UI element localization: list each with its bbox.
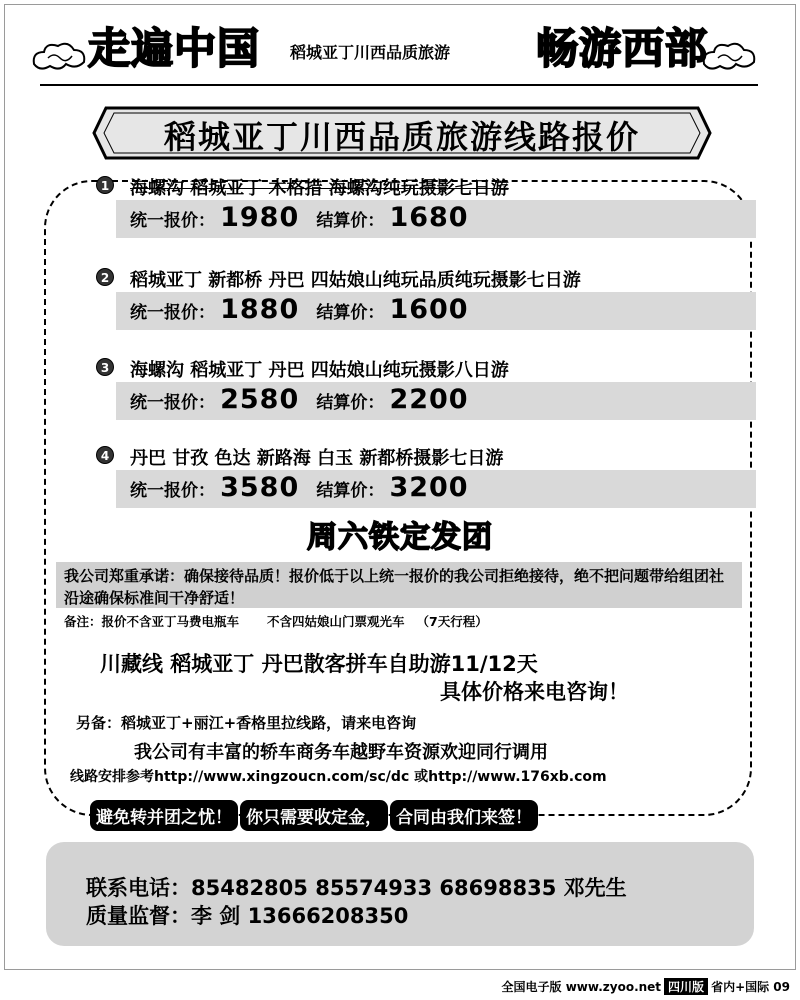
- slogan-bar: [90, 800, 540, 831]
- price-row: [130, 294, 469, 325]
- price-row: [130, 384, 469, 415]
- price-label: 统一报价：: [130, 211, 215, 231]
- header-subtitle: 稻城亚丁川西品质旅游: [290, 43, 451, 62]
- route-title: 海螺沟 稻城亚丁 木格措 海螺沟纯玩摄影七日游: [130, 178, 509, 199]
- settle-label: 结算价：: [316, 211, 385, 231]
- header-left-title: 走遍中国: [88, 24, 261, 73]
- unified-price: 2580: [220, 384, 300, 415]
- page-footer: [502, 978, 790, 995]
- price-label: 统一报价：: [130, 481, 215, 501]
- price-row: [130, 202, 469, 233]
- cloud-ornament-left-icon: [30, 38, 90, 74]
- route-number-badge: 4: [96, 446, 114, 464]
- header-divider: [40, 84, 758, 86]
- note-part-2: 不含四姑娘山门票观光车: [267, 614, 405, 629]
- route-title: 稻城亚丁 新都桥 丹巴 四姑娘山纯玩品质纯玩摄影七日游: [130, 270, 581, 291]
- price-banner: [92, 104, 712, 162]
- route-number-badge: 3: [96, 358, 114, 376]
- settle-price: 3200: [389, 472, 469, 503]
- unified-price: 3580: [220, 472, 300, 503]
- route-number-badge: 2: [96, 268, 114, 286]
- reference-urls: 线路安排参考http://www.xingzoucn.com/sc/dc 或http://www.176xb.com: [70, 769, 607, 785]
- cloud-ornament-right-icon: [700, 38, 760, 74]
- slogan-part-2: 你只需要收定金，: [240, 800, 388, 831]
- price-note: [64, 612, 488, 630]
- slogan-part-3: 合同由我们来签！: [390, 800, 538, 831]
- price-inquiry-line: 具体价格来电咨询！: [440, 680, 629, 704]
- quality-supervision: 质量监督：李 剑 13666208350: [86, 904, 409, 928]
- vehicle-resources: 我公司有丰富的轿车商务车越野车资源欢迎同行调用: [134, 742, 548, 763]
- sichuan-tibet-line: 川藏线 稻城亚丁 丹巴散客拼车自助游11/12天: [100, 652, 538, 676]
- header-right-title: 畅游西部: [536, 24, 709, 73]
- settle-label: 结算价：: [316, 393, 385, 413]
- settle-label: 结算价：: [316, 481, 385, 501]
- route-title: 海螺沟 稻城亚丁 丹巴 四姑娘山纯玩摄影八日游: [130, 360, 509, 381]
- route-title: 丹巴 甘孜 色达 新路海 白玉 新都桥摄影七日游: [130, 448, 504, 469]
- settle-price: 2200: [389, 384, 469, 415]
- slogan-part-1: 避免转并团之忧！: [90, 800, 238, 831]
- route-number-badge: 1: [96, 176, 114, 194]
- extra-route-note: 另备：稻城亚丁+丽江+香格里拉线路，请来电咨询: [76, 714, 417, 732]
- footer-edition-badge: 四川版: [664, 978, 708, 995]
- price-label: 统一报价：: [130, 393, 215, 413]
- saturday-departure-heading: 周六铁定发团: [307, 520, 493, 555]
- settle-price: 1600: [389, 294, 469, 325]
- footer-page: 省内+国际 09: [711, 980, 790, 994]
- price-row: [130, 472, 469, 503]
- note-part-1: 备注：报价不含亚丁马费电瓶车: [64, 614, 240, 629]
- unified-price: 1980: [220, 202, 300, 233]
- banner-title: 稻城亚丁川西品质旅游线路报价: [163, 118, 640, 156]
- price-label: 统一报价：: [130, 303, 215, 323]
- settle-label: 结算价：: [316, 303, 385, 323]
- footer-site: 全国电子版 www.zyoo.net: [501, 980, 662, 994]
- unified-price: 1880: [220, 294, 300, 325]
- company-promise: 我公司郑重承诺：确保接待品质！报价低于以上统一报价的我公司拒绝接待，绝不把问题带给组团社 沿途确保标准间干净舒适！: [64, 567, 725, 607]
- settle-price: 1680: [389, 202, 469, 233]
- contact-phones: 联系电话：85482805 85574933 68698835 邓先生: [86, 876, 627, 900]
- note-part-3: （7天行程）: [416, 614, 488, 629]
